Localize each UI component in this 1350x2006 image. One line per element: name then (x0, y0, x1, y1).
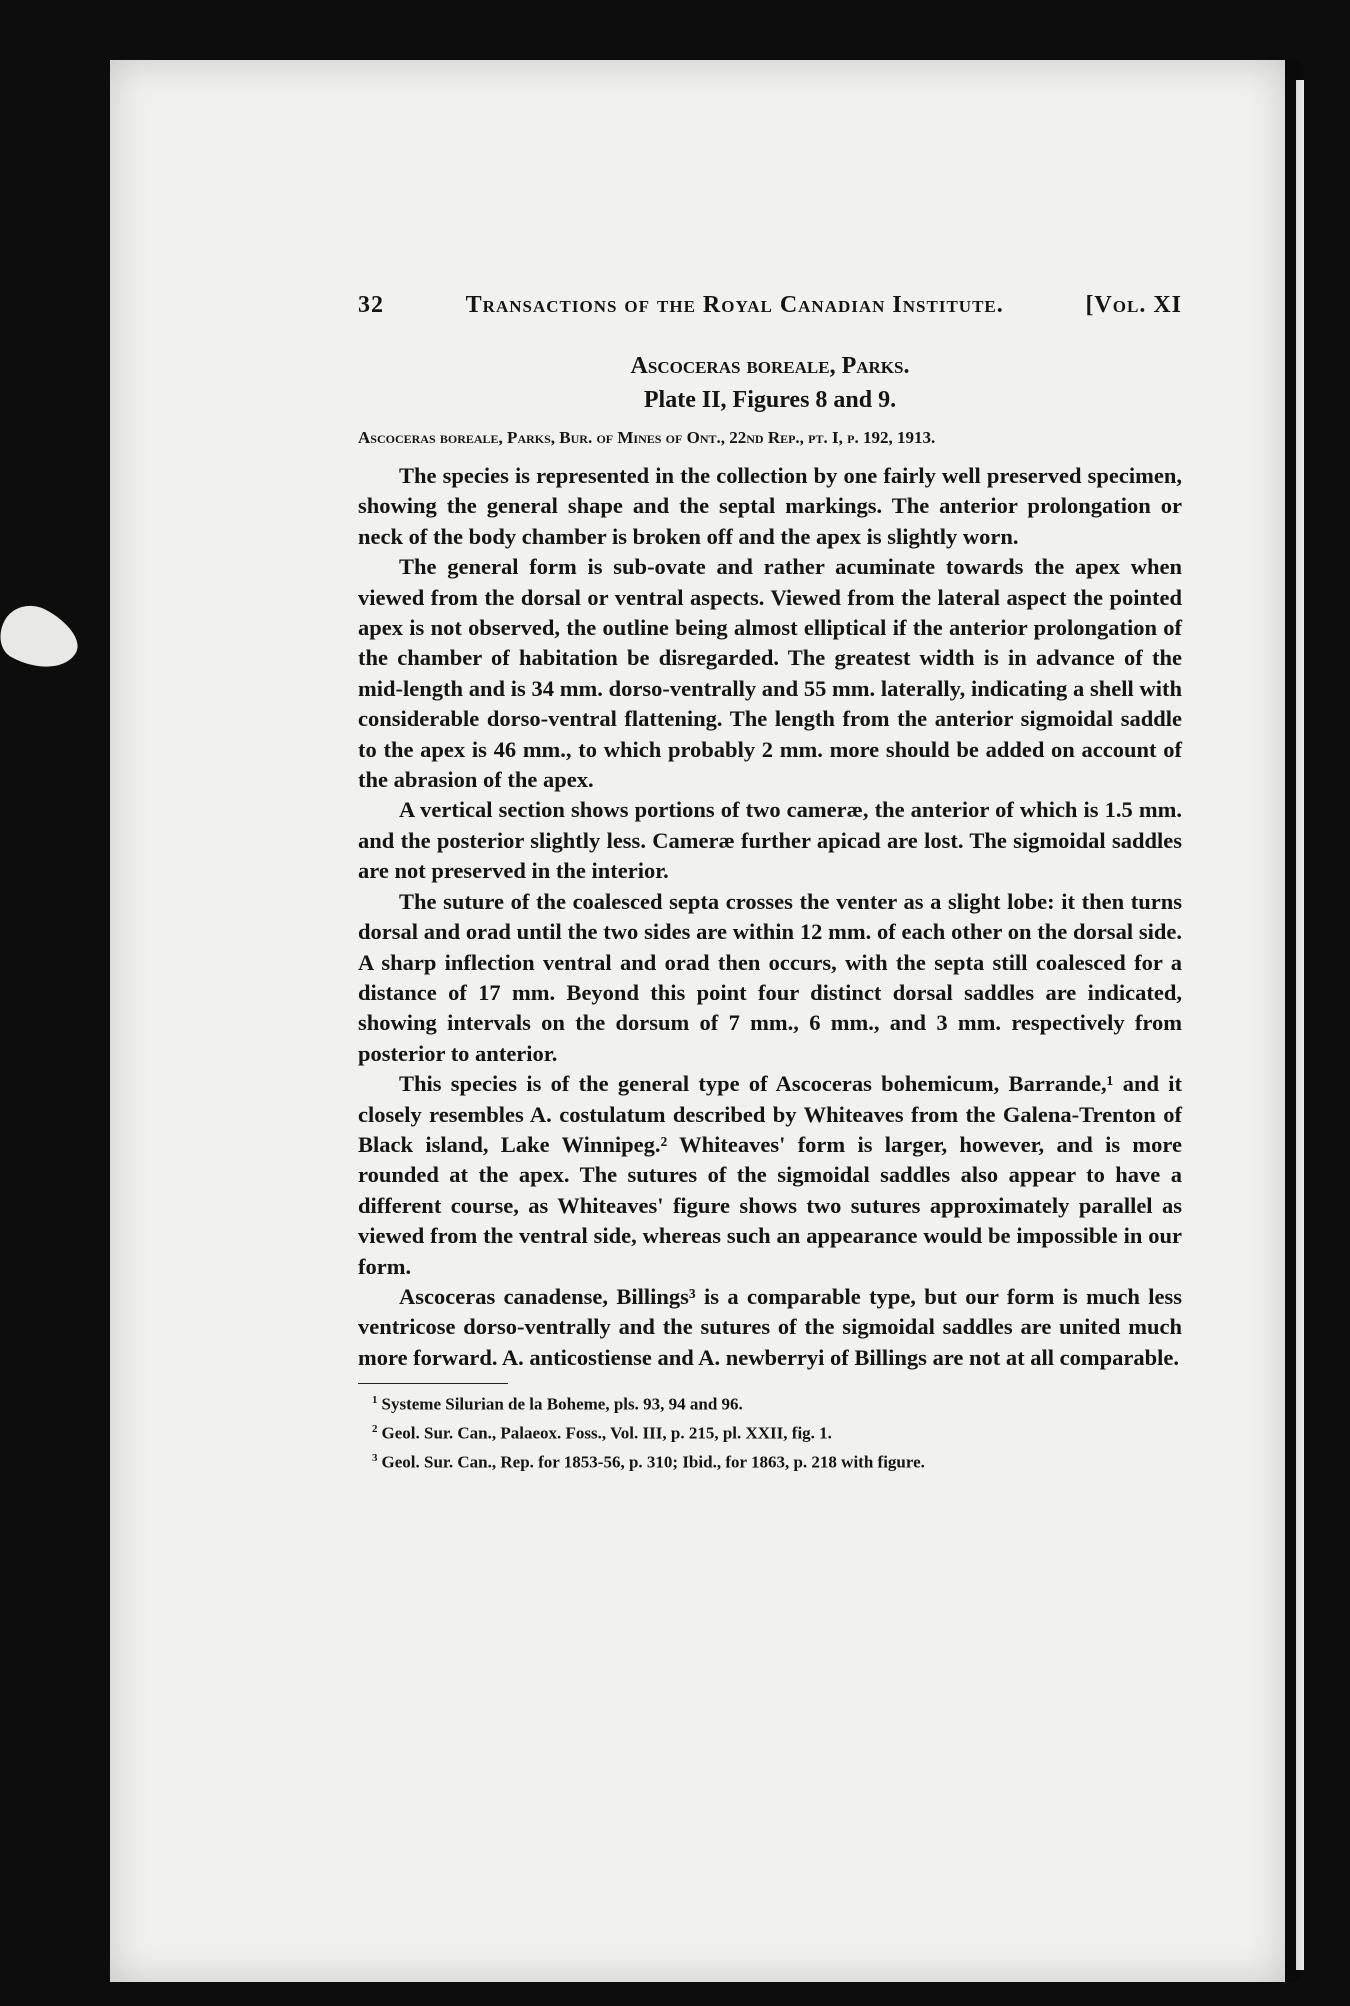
footnote-mark: 1 (372, 1394, 378, 1407)
synonymy-citation: Ascoceras boreale, Parks, Bur. of Mines of Ont., 22nd Rep., pt. I, p. 192, 1913. (358, 428, 936, 447)
footnote-1 (358, 1388, 1182, 1417)
paragraph-5: This species is of the general type of Ascoceras bohemicum, Barrande,¹ and it closely resembles A. costulatum described by Whiteaves from the Galena-Trenton of Black island, Lake Winnipeg.² Whiteaves' form is larger, however, and is more rounded at the apex. The sutures of the sigmoidal saddles also appear to have a different course, as Whiteaves' figure shows two sutures approximately parallel as viewed from the ventral side, whereas such an appearance would be impossible in our form. (358, 1071, 1182, 1279)
paragraph-3: A vertical section shows portions of two cameræ, the anterior of which is 1.5 mm. and the posterior slightly less. Cameræ further apicad are lost. The sigmoidal saddles are not preserved in the interior. (358, 797, 1182, 884)
next-page-edge (1296, 80, 1304, 1970)
footnote-mark: 3 (372, 1451, 378, 1464)
footnote-mark: 2 (372, 1422, 378, 1435)
footnote-text: Geol. Sur. Can., Palaeox. Foss., Vol. III, p. 215, pl. XXII, fig. 1. (381, 1423, 832, 1443)
running-head (358, 292, 1182, 319)
scan-artifact (0, 595, 87, 683)
paragraph-2: The general form is sub-ovate and rather acuminate towards the apex when viewed from the dorsal or ventral aspects. Viewed from the lateral aspect the pointed apex is not observed, the outline being almost elliptical if the anterior prolongation of the chamber of habitation be disregarded. The greatest width is in advance of the mid-length and is 34 mm. dorso-ventrally and 55 mm. laterally, indicating a shell with considerable dorso-ventral flattening. The length from the anterior sigmoidal saddle to the apex is 46 mm., to which probably 2 mm. more should be added on account of the abrasion of the apex. (358, 554, 1182, 793)
volume-label: [Vol. XI (1085, 292, 1182, 318)
footnote-3 (358, 1446, 1182, 1475)
page-number: 32 (358, 292, 384, 318)
footnote-text: Geol. Sur. Can., Rep. for 1853-56, p. 310; Ibid., for 1863, p. 218 with figure. (381, 1452, 925, 1472)
paragraph-1: The species is represented in the collection by one fairly well preserved specimen, showing the general shape and the septal markings. The anterior prolongation or neck of the body chamber is broken off and the apex is slightly worn. (358, 463, 1182, 549)
paragraph-4: The suture of the coalesced septa crosses the venter as a slight lobe: it then turns dorsal and orad until the two sides are within 12 mm. of each other on the dorsal side. A sharp inflection ventral and orad then occurs, with the septa still coalesced for a distance of 17 mm. Beyond this point four distinct dorsal saddles are indicated, showing intervals on the dorsum of 7 mm., 6 mm., and 3 mm. respectively from posterior to anterior. (358, 888, 1182, 1066)
page-content (358, 292, 1182, 1474)
journal-title: Transactions of the Royal Canadian Institute. (465, 292, 1004, 318)
species-title: Ascoceras boreale, Parks. (630, 353, 910, 379)
footnote-text: Systeme Silurian de la Boheme, pls. 93, 94 and 96. (381, 1394, 743, 1414)
footnote-2 (358, 1417, 1182, 1446)
plate-reference: Plate II, Figures 8 and 9. (643, 387, 897, 413)
paragraph-6: Ascoceras canadense, Billings³ is a comparable type, but our form is much less ventricose dorso-ventrally and the sutures of the sigmoidal saddles are united much more forward. A. anticostiense and A. newberryi of Billings are not at all comparable. (358, 1283, 1182, 1370)
footnote-divider (358, 1383, 508, 1384)
